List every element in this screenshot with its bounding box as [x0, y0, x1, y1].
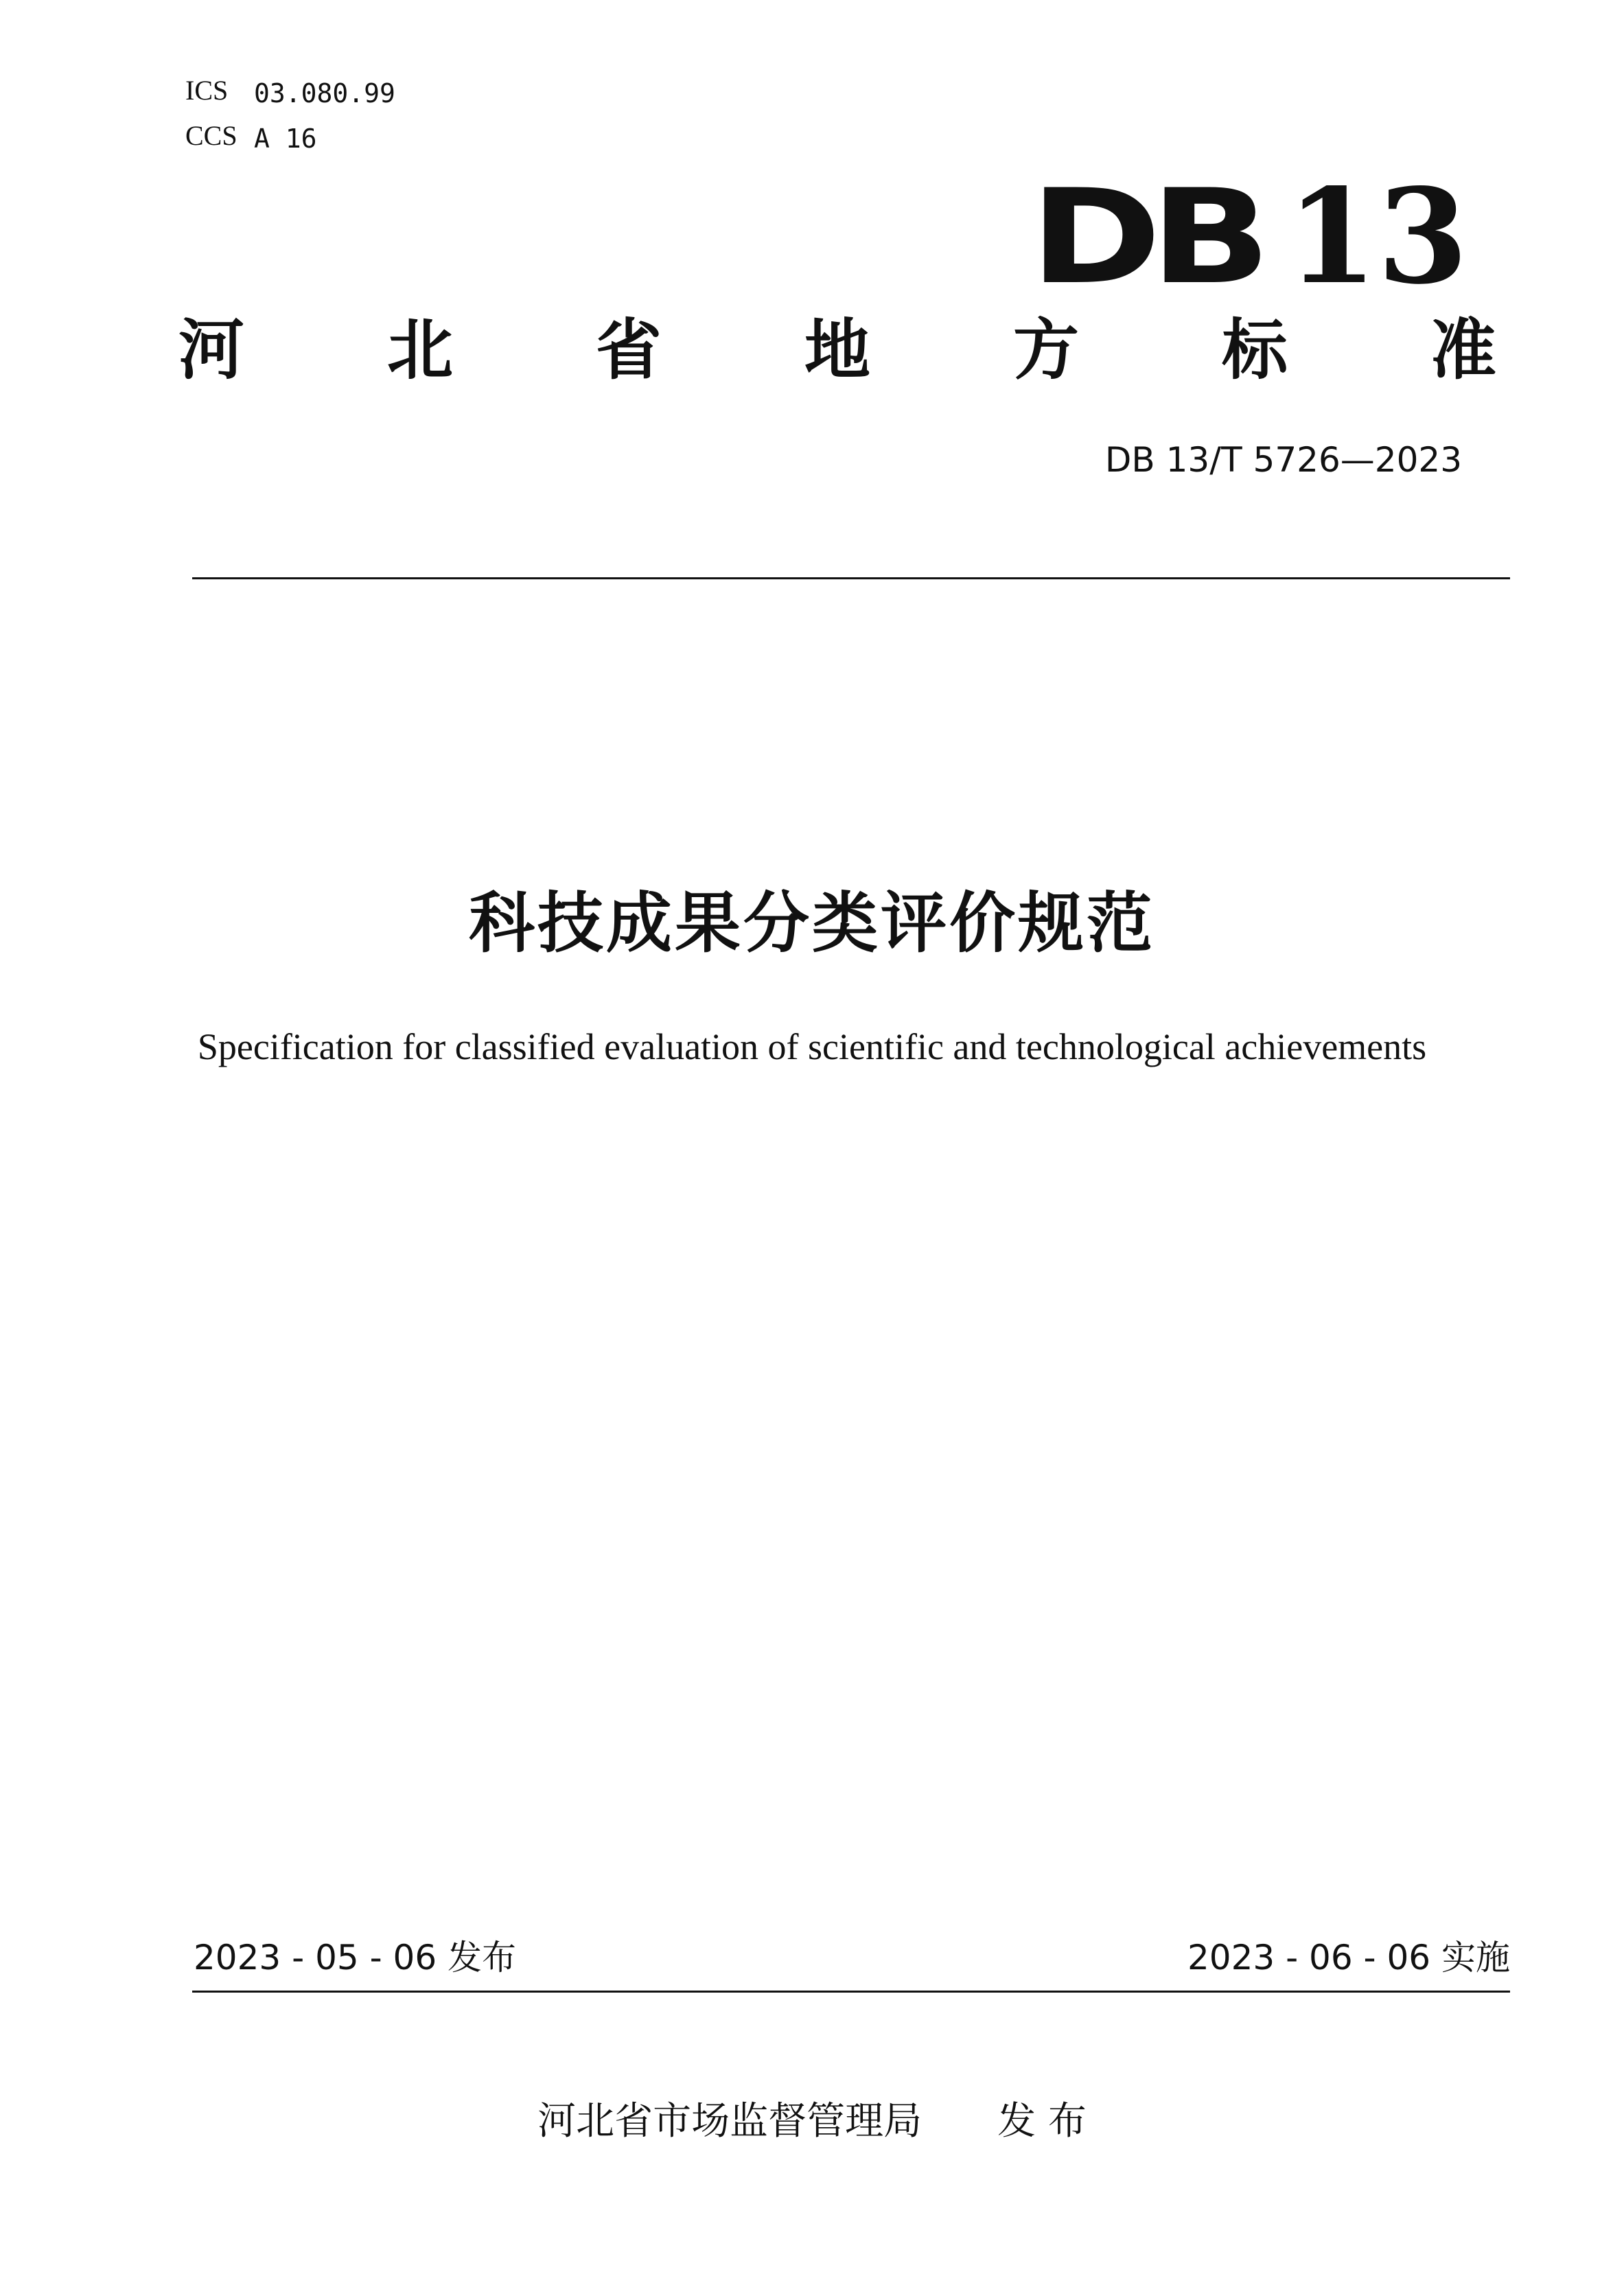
implement-date: 2023 - 06 - 06 实施: [1187, 1938, 1510, 1978]
db-logo-letters: DB: [1030, 161, 1260, 313]
standard-type-char: 北: [387, 312, 453, 389]
bottom-divider: [192, 1991, 1510, 1993]
publisher-name: 河北省市场监督管理局: [537, 2099, 923, 2144]
standard-type-char: 标: [1222, 312, 1288, 389]
top-divider: [192, 577, 1510, 579]
ccs-value: A 16: [254, 124, 317, 154]
standard-number: DB 13/T 5726—2023: [1104, 440, 1462, 480]
standard-type-title: [178, 312, 1496, 388]
publisher-action: 发 布: [997, 2099, 1087, 2144]
ics-label: ICS: [185, 75, 229, 106]
standard-type-char: 方: [1013, 312, 1079, 389]
standard-type-char: 省: [596, 312, 662, 389]
publish-date: 2023 - 05 - 06 发布: [194, 1938, 517, 1978]
document-title-english: Specification for classified evaluation of scientific and technological achievements: [197, 1026, 1427, 1067]
ics-value: 03.080.99: [254, 78, 395, 108]
db-logo-number: 13: [1286, 160, 1468, 313]
standard-type-char: 准: [1430, 312, 1496, 389]
document-title-chinese: 科技成果分类评价规范: [469, 885, 1155, 962]
publisher-line: [0, 2097, 1624, 2146]
standard-type-char: 地: [804, 312, 870, 389]
ccs-label: CCS: [185, 120, 237, 151]
db-logo: [1030, 160, 1468, 313]
standard-type-char: 河: [178, 312, 244, 389]
